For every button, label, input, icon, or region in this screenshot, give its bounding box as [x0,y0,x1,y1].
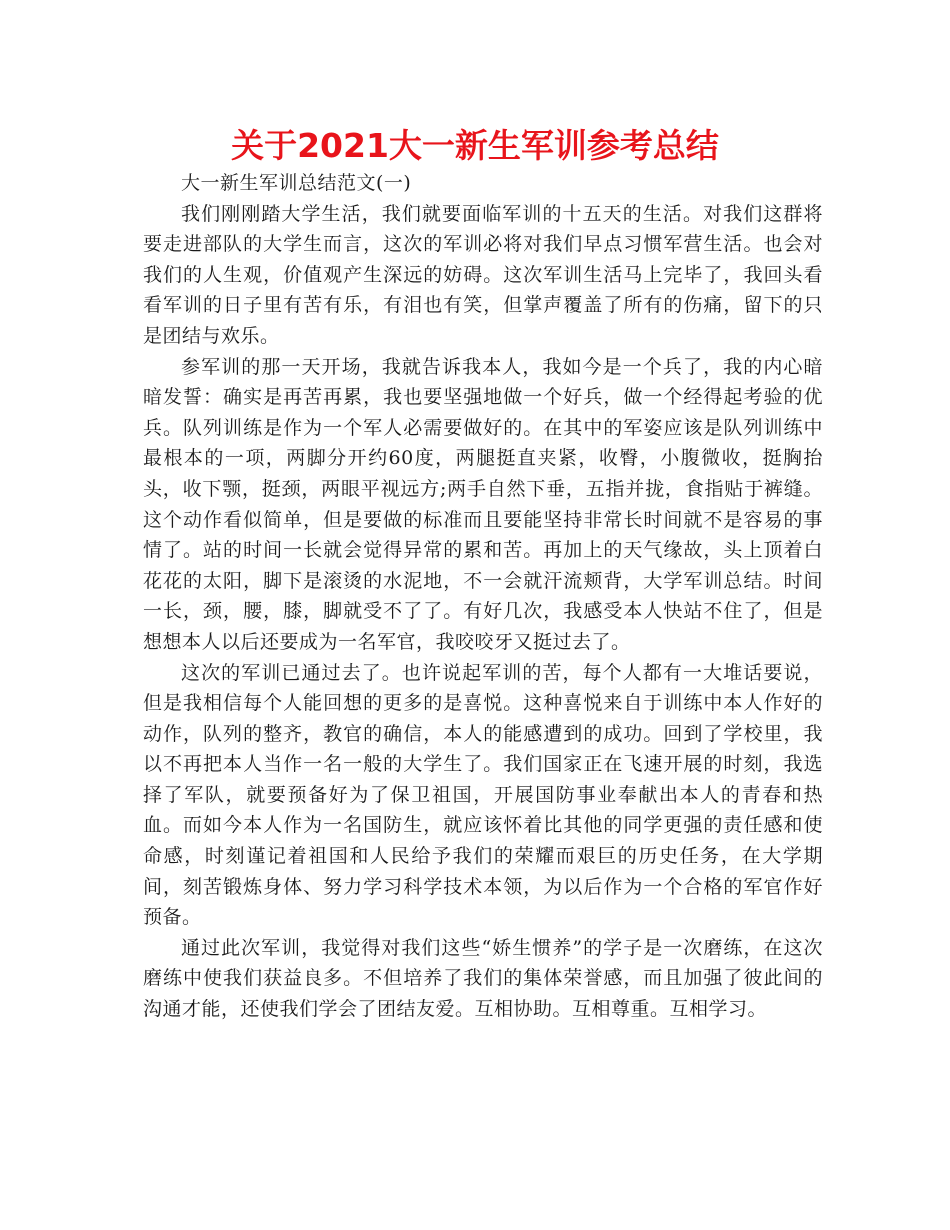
document-body [143,168,823,1025]
paragraph-2: 参军训的那一天开场，我就告诉我本人，我如今是一个兵了，我的内心暗暗发誓：确实是再苦再累，我也要坚强地做一个好兵，做一个经得起考验的优兵。队列训练是作为一个军人必需要做好的。在其中的军姿应该是队列训练中最根本的一项，两脚分开约60度，两腿挺直夹紧，收臀，小腹微收，挺胸抬头，收下颚，挺颈，两眼平视远方;两手自然下垂，五指并拢，食指贴于裤缝。这个动作看似简单，但是要做的标准而且要能坚持非常长时间就不是容易的事情了。站的时间一长就会觉得异常的累和苦。再加上的天气缘故，头上顶着白花花的太阳，脚下是滚烫的水泥地，不一会就汗流颊背，大学军训总结。时间一长，颈，腰，膝，脚就受不了了。有好几次，我感受本人快站不住了，但是想想本人以后还要成为一名军官，我咬咬牙又挺过去了。 [143,355,823,653]
paragraph-1: 我们刚刚踏大学生活，我们就要面临军训的十五天的生活。对我们这群将要走进部队的大学生而言，这次的军训必将对我们早点习惯军营生活。也会对我们的人生观，价值观产生深远的妨碍。这次军训生活马上完毕了，我回头看看军训的日子里有苦有乐，有泪也有笑，但掌声覆盖了所有的伤痛，留下的只是团结与欢乐。 [143,202,823,347]
paragraph-4: 通过此次军训，我觉得对我们这些“娇生惯养”的学子是一次磨练，在这次磨练中使我们获益良多。不但培养了我们的集体荣誉感，而且加强了彼此间的沟通才能，还使我们学会了团结友爱。互相协助。互相尊重。互相学习。 [143,936,823,1021]
document-subtitle: 大一新生军训总结范文(一) [181,172,412,194]
paragraph-3: 这次的军训已通过去了。也许说起军训的苦，每个人都有一大堆话要说，但是我相信每个人能回想的更多的是喜悦。这种喜悦来自于训练中本人作好的动作，队列的整齐，教官的确信，本人的能感遭到的成功。回到了学校里，我以不再把本人当作一名一般的大学生了。我们国家正在飞速开展的时刻，我选择了军队，就要预备好为了保卫祖国，开展国防事业奉献出本人的青春和热血。而如今本人作为一名国防生，就应该怀着比其他的同学更强的责任感和使命感，时刻谨记着祖国和人民给予我们的荣耀而艰巨的历史任务，在大学期间，刻苦锻炼身体、努力学习科学技术本领，为以后作为一个合格的军官作好预备。 [143,661,823,929]
document-title: 关于2021大一新生军训参考总结 [231,126,719,165]
